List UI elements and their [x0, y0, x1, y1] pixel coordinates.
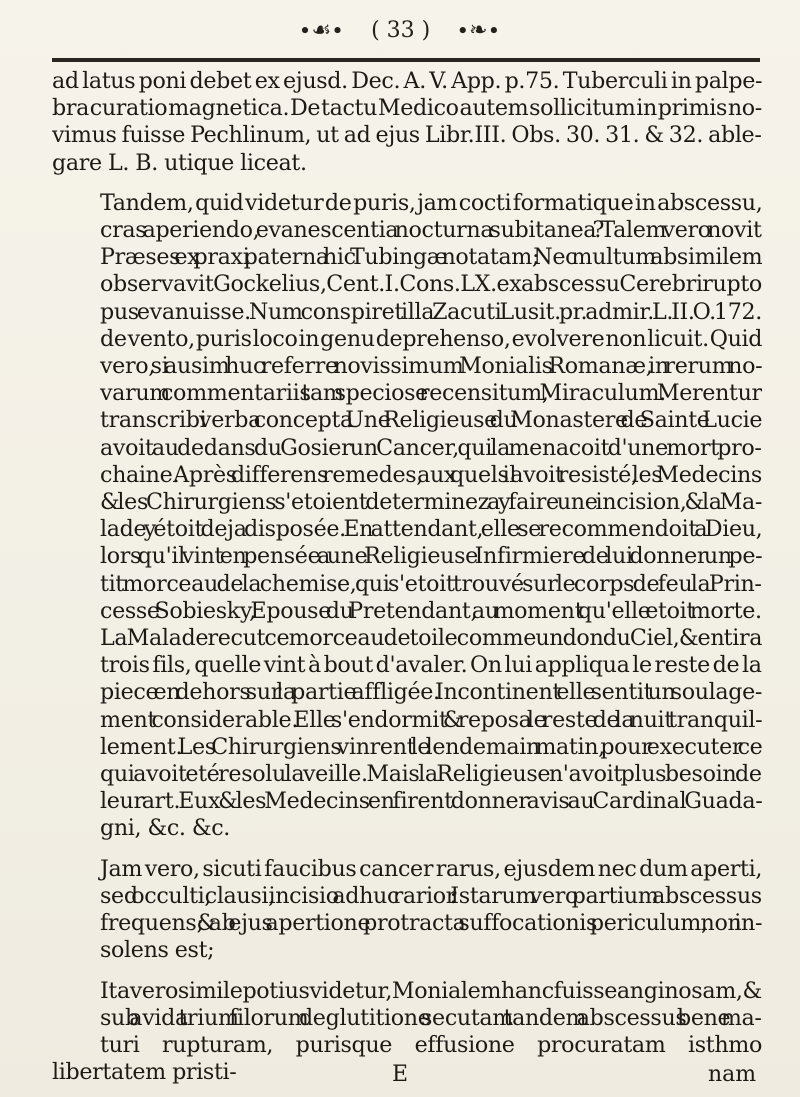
signature-mark: E [391, 1062, 409, 1087]
text-line: chaine. Après differens remedes, aux quels il avoit resisté, les Medecins [100, 461, 762, 488]
text-line: & les Chirurgiens s'etoient determinez a y faire une incision, & la Ma- [100, 489, 762, 516]
paragraph [52, 190, 762, 843]
body-text [52, 68, 762, 1086]
text-line: turi rupturam, purisque effusione procuratam isthmo libertatem pristi- [52, 1031, 762, 1086]
text-line: leur art. Eux & les Medecins en firent donner avis au Cardinal Guada- [100, 788, 762, 815]
text-line: lade y étoit deja disposée. En attendant, elle se recommendoit a Dieu, [100, 516, 762, 543]
text-line: avoit au dedans du Gosier un Cancer, qui la menacoit d'une mort pro- [100, 434, 762, 461]
paragraph [52, 856, 762, 965]
text-line: transcribi verba concepta : Une Religieuse du Monastere de Sainte Lucie [100, 407, 762, 434]
header-rule [52, 58, 760, 62]
page-number: ( 33 ) [371, 18, 431, 43]
ornament-left: ∙☙∙ [299, 18, 344, 43]
text-line: lors qu'il vint en pensée a une Religieuse Infirmiere de lui donner un pe- [100, 543, 762, 570]
text-line: ad latus poni debet ex ejusd. Dec. A. V. App. p.75. Tuberculi in palpe- [52, 68, 762, 94]
text-line: gare L. B. utique liceat. [52, 149, 307, 176]
text-line: Ita vero simile potius videtur, Monialem hanc fuisse anginosam, & [100, 977, 762, 1004]
text-line: qui avoit eté resolu la veille. Mais la Religieuse n'avoit plus besoin de [100, 761, 762, 788]
text-line: Jam vero, sicuti faucibus cancer rarus, ejusdem nec dum aperti, [100, 855, 762, 882]
catchword: nam [708, 1062, 757, 1087]
text-line: La Malade recut ce morceau de toile comme un don du Ciel, & en tira [100, 625, 762, 652]
text-line: ment considerable. Elle s'endormit & reposa le reste de la nuit tranquil- [100, 706, 762, 733]
text-line: Præses ex praxi paterna hic Tubingæ notatam; Nec multum absimilem [100, 244, 762, 271]
text-line: sed occulti, clausi, incisio adhuc rarior : Istarum vero partium abscessus [100, 882, 762, 909]
text-line: pus evanuisse. Num conspiret illa Zacuti Lusit. pr. admir. L. II. O. 172. [100, 298, 762, 325]
text-line: piece en dehors sur la partie affligée. Incontinent elle sentit un soulage- [100, 679, 762, 706]
paragraph [52, 68, 762, 177]
text-line: vero, si ausim huc referre novissimum Monialis Romanæ, in rerum no- [100, 353, 762, 380]
page-header [0, 18, 800, 58]
text-line: cras aperiendo, evanescentia nocturna subitanea ? Talem vero novit [100, 217, 762, 244]
text-line: Tandem, quid videtur de puris, jam cocti formatique in abscessu, [100, 189, 762, 216]
text-line: varum commentariis tam speciose recensitum, Miraculum. Merentur [100, 380, 762, 407]
text-line: gni, &c. &c. [100, 815, 231, 842]
text-line: tit morceau de la chemise, qui s'etoit trouvé sur le corps de feu la Prin- [100, 570, 762, 597]
text-line: de vento, puris loco in genu deprehenso, evolvere non licuit. Quid [100, 325, 762, 352]
text-line: sub avida trium filorum deglutitione secutam tandem abscessus bene ma- [100, 1004, 762, 1031]
text-line: vimus fuisse Pechlinum, ut ad ejus Libr.III. Obs. 30. 31. & 32. able- [52, 122, 762, 149]
ornament-right: ∙❧∙ [457, 18, 501, 43]
text-line: cesse Sobiesky, Epouse du Pretendant, au moment qu'elle etoit morte. [100, 597, 762, 624]
text-line: trois fils, quelle vint à bout d'avaler. On lui appliqua le reste de la [100, 652, 762, 679]
text-line: bra curatio magnetica. De tactu Medico autem sollicitum in primis no- [52, 95, 762, 122]
text-line: frequens; & ab ejus apertione protracta suffocationis periculum, non in- [100, 910, 762, 937]
text-line: solens est; [100, 937, 215, 964]
text-line: observavit Gockelius, Cent. I. Cons. LX. ex abscessu Cerebri rupto [100, 271, 762, 298]
text-line: lement. Les Chirurgiens vinrent le lendemain matin, pour executer ce [100, 733, 762, 760]
